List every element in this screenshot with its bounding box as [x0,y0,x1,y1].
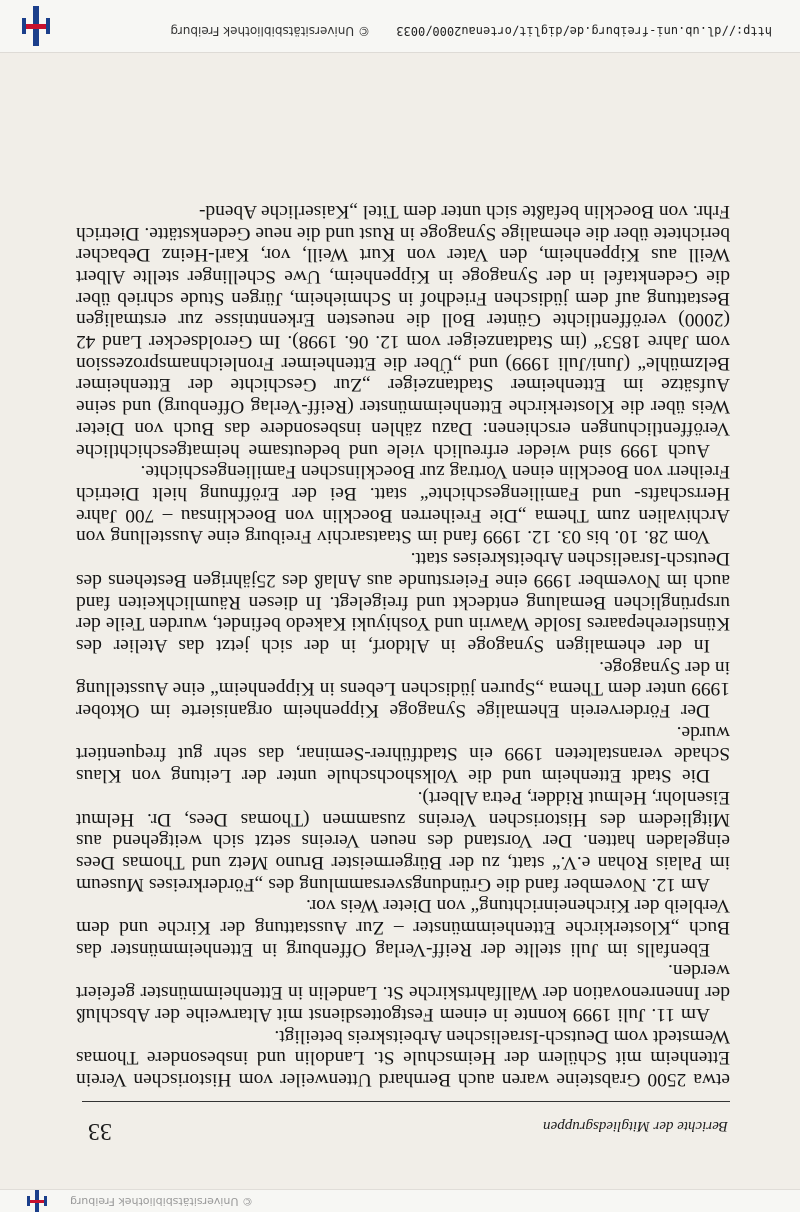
library-credit: © Universitätsbibliothek Freiburg [170,24,370,38]
viewer-top-bar [0,1189,800,1212]
paragraph: Auch 1999 sind wieder erfreulich viele und bedeutsame heimatgeschichtliche Veröffentlichungen erschienen: Dazu zählen insbesondere das Buch von Dieter Weis über die Klosterkirche Ettenheimmünster (Reiff-Verlag Offenburg) und seine Aufsätze im Ettenheimer Stadtanzeiger „Zur Geschichte der Ettenheimer Belzmühle“ (Juni/Juli 1999) und „Über die Ettenheimer Fronleichnamsprozession vom Jahre 1853“ (im Stadtanzeiger vom 12. 06. 1998). Im Geroldsecker Land 42 (2000) veröffentlichte Günter Boll die neuesten Erkenntnisse zur erstmaligen Bestattung auf dem jüdischen Friedhof in Schmieheim, Jürgen Stude schrieb über die Gedenktafel in der Synagoge in Kippenheim, Uwe Schellinger stellte Albert Weill aus Kippenheim, den Vater von Kurt Weill, vor, Karl-Heinz Debacher berichtete über die ehemalige Synagoge in Rust und die neue Gedenkstätte. Dietrich Frhr. von Boecklin befaßte sich unter dem Titel „Kaiserliche Abend- [76,200,730,461]
page-header [82,1101,730,1146]
paragraph: Am 12. November fand die Gründungsversammlung des „Förderkreises Museum im Palais Rohan e.V.“ statt, zu der Bürgermeister Bruno Metz und Thomas Dees eingeladen hatten. Der Vorstand des neuen Vereins setzt sich weitgehend aus Mitgliedern des Historischen Vereins zusammen (Thomas Dees, Dr. Helmut Eisenlohr, Helmut Ridder, Petra Albert). [76,786,730,895]
paragraph: Am 11. Juli 1999 konnte in einem Festgottesdienst mit Altarweihe der Abschluß der Innenrenovation der Wallfahrtskirche St. Landelin in Ettenheimmünster gefeiert werden. [76,960,730,1025]
viewer-footer-bar [0,0,800,53]
library-logo-icon [22,1190,52,1212]
permalink-url[interactable]: http://dl.ub.uni-freiburg.de/diglit/ortenau2000/0033 [396,24,772,38]
paragraph: In der ehemaligen Synagoge in Altdorf, in der sich jetzt das Atelier des Künstlerehepaares Isolde Wawrin und Yoshiyuki Kakedo befindet, wurden Teile der ursprünglichen Bemalung entdeckt und freigelegt. In diesen Räumlichkeiten fand auch im November 1999 eine Feierstunde aus Anlaß des 25jährigen Bestehens des Deutsch-Israelischen Arbeitskreises statt. [76,548,730,656]
paragraph: Die Stadt Ettenheim und die Volkshochschule unter der Leitung von Klaus Schade veranstalteten 1999 ein Stadtführer-Seminar, das sehr gut frequentiert wurde. [76,721,730,787]
university-library-logo-icon [16,6,56,46]
paragraph: etwa 2500 Grabsteine waren auch Bernhard Uttenweiler vom Historischen Verein Ettenheim mit Schülern der Heimschule St. Landolin und insbesondere Thomas Wemstedt vom Deutsch-Israelischen Arbeitskreis beteiligt. [76,1025,730,1090]
page-number: 33 [88,1118,112,1144]
article-body [76,200,730,1090]
paragraph: Ebenfalls im Juli stellte der Reiff-Verlag Offenburg in Ettenheimmünster das Buch „Klosterkirche Ettenheimmünster – Zur Ausstattung der Kirche und dem Verbleib der Kircheneinrichtung“ von Dieter Weis vor. [76,895,730,960]
running-title: Berichte der Mitgliedsgruppen [543,1118,728,1134]
paragraph: Vom 28. 10. bis 03. 12. 1999 fand im Staatsarchiv Freiburg eine Ausstellung von Archivalien zum Thema „Die Freiherren Boecklin von Boecklinsau – 700 Jahre Herrschafts- und Familiengeschichte“ statt. Bei der Eröffnung hielt Dietrich Freiherr von Boecklin einen Vortrag zur Boecklinschen Familiengeschichte. [76,461,730,548]
top-library-credit: © Universitätsbibliothek Freiburg [70,1195,253,1208]
paragraph: Der Förderverein Ehemalige Synagoge Kippenheim organisierte im Oktober 1999 unter dem Thema „Spuren jüdischen Lebens in Kippenheim“ eine Ausstellung in der Synagoge. [76,656,730,722]
